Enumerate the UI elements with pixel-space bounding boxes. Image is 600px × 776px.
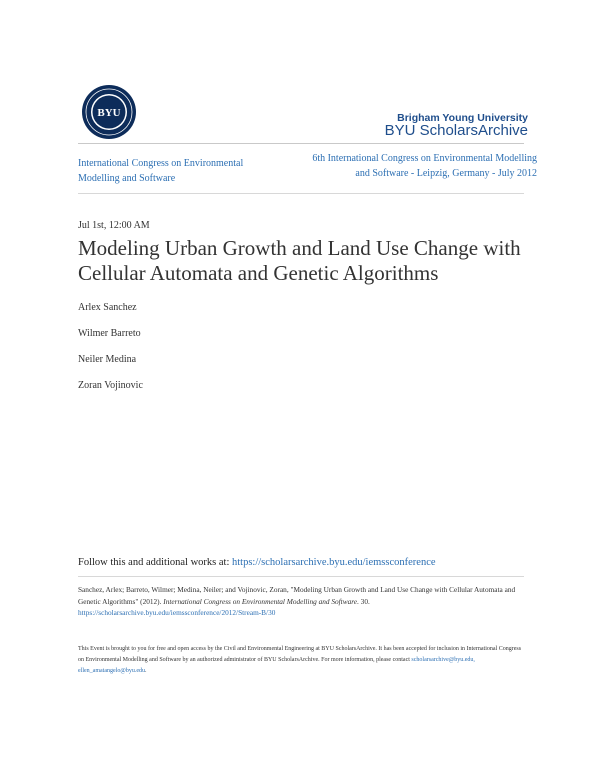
citation-journal: International Congress on Environmental Modelling and Software [163, 596, 358, 606]
follow-line [78, 557, 436, 568]
event-date: Jul 1st, 12:00 AM [78, 220, 150, 231]
collection-divider [78, 193, 524, 194]
contact-emails[interactable]: scholarsarchive@byu.edu, ellen_amatangelo@byu.edu [78, 657, 475, 674]
notice-end: . [145, 668, 147, 674]
citation-block [78, 584, 524, 619]
follow-divider [78, 576, 524, 577]
archive-name[interactable]: BYU ScholarsArchive [384, 122, 528, 139]
author-name: Wilmer Barreto [78, 328, 141, 339]
access-notice [78, 644, 524, 677]
follow-link[interactable]: https://scholarsarchive.byu.edu/iemssconference [232, 557, 436, 568]
citation-issue: . 30. [357, 596, 370, 606]
author-name: Neiler Medina [78, 354, 137, 365]
sub-congress-link[interactable]: 6th International Congress on Environmental Modelling and Software - Leipzig, Germany - July 2012 [312, 153, 537, 179]
event-title: Modeling Urban Growth and Land Use Change with Cellular Automata and Genetic Algorithms [78, 236, 521, 285]
citation-link[interactable]: https://scholarsarchive.byu.edu/iemssconference/2012/Stream-B/30 [78, 608, 276, 617]
author-name: Arlex Sanchez [78, 302, 137, 313]
author-name: Zoran Vojinovic [78, 380, 143, 391]
citation-text: Sanchez, Arlex; Barreto, Wilmer; Medina, Neiler; and Vojinovic, Zoran, "Modeling Urban Growth and Land Use Change with Cellular Automata and Genetic Algorithms" (2012). [78, 585, 516, 606]
university-name[interactable]: Brigham Young University [397, 112, 528, 124]
congress-link[interactable]: International Congress on Environmental Modelling and Software [78, 158, 244, 184]
follow-label: Follow this and additional works at: [78, 557, 232, 568]
logo-text: BYU [97, 107, 121, 119]
notice-text: This Event is brought to you for free and open access by the Civil and Environmental Engineering at BYU ScholarsArchive. It has been accepted for inclusion in International Congress on Environmental Modelling and Software by an authorized administrator of BYU ScholarsArchive. For more information, please contact [78, 646, 522, 663]
byu-seal-logo [81, 84, 137, 140]
header-divider [78, 143, 524, 144]
